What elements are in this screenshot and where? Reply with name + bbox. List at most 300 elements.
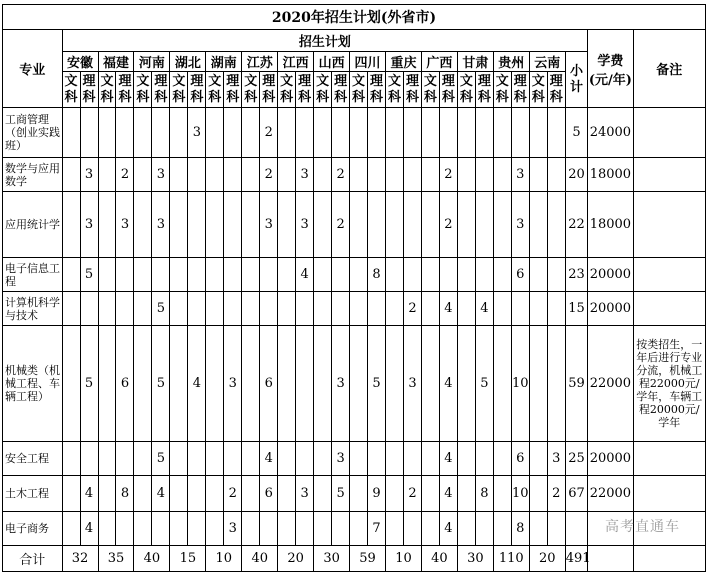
- plan-cell: [332, 258, 350, 292]
- plan-cell: [260, 512, 278, 546]
- plan-cell: [224, 442, 242, 476]
- plan-cell: [170, 108, 188, 158]
- table-row: [3, 442, 706, 476]
- plan-cell: [403, 442, 421, 476]
- plan-cell: [493, 292, 511, 326]
- province-total: 35: [98, 546, 134, 572]
- wen-ke-header: 文科: [386, 72, 404, 108]
- plan-cell: [278, 326, 296, 442]
- plan-cell: [206, 442, 224, 476]
- plan-cell: [242, 258, 260, 292]
- plan-cell: 8: [511, 512, 529, 546]
- plan-cell: 3: [224, 512, 242, 546]
- province-header: 河南: [134, 52, 170, 72]
- plan-cell: [278, 476, 296, 512]
- plan-cell: [529, 326, 547, 442]
- table-row: [3, 158, 706, 192]
- plan-cell: [98, 442, 116, 476]
- province-header: 安徽: [62, 52, 98, 72]
- plan-cell: [116, 108, 134, 158]
- subtotal-cell: 59: [565, 326, 588, 442]
- tuition-cell: 22000: [588, 476, 633, 512]
- plan-cell: 4: [260, 442, 278, 476]
- plan-cell: [457, 108, 475, 158]
- table-row: [3, 326, 706, 442]
- plan-cell: [314, 108, 332, 158]
- plan-cell: [62, 192, 80, 258]
- plan-cell: [170, 442, 188, 476]
- plan-cell: 2: [403, 292, 421, 326]
- plan-cell: [386, 326, 404, 442]
- plan-cell: 6: [260, 326, 278, 442]
- plan-cell: [206, 192, 224, 258]
- li-ke-header: 理科: [332, 72, 350, 108]
- plan-cell: [206, 258, 224, 292]
- plan-cell: [493, 512, 511, 546]
- plan-cell: [278, 512, 296, 546]
- tuition-cell: 20000: [588, 442, 633, 476]
- plan-cell: [188, 512, 206, 546]
- province-total: 15: [170, 546, 206, 572]
- plan-cell: [475, 258, 493, 292]
- province-total: 30: [457, 546, 493, 572]
- plan-cell: [188, 442, 206, 476]
- plan-cell: [134, 442, 152, 476]
- plan-cell: 4: [439, 442, 457, 476]
- plan-cell: [98, 326, 116, 442]
- plan-cell: [62, 292, 80, 326]
- major-name: 应用统计学: [3, 192, 63, 258]
- province-total: 40: [134, 546, 170, 572]
- plan-cell: [116, 292, 134, 326]
- remark-cell: [633, 442, 706, 476]
- major-name: 工商管理（创业实践班）: [3, 108, 63, 158]
- plan-cell: [206, 108, 224, 158]
- plan-cell: 5: [152, 292, 170, 326]
- province-total: 110: [493, 546, 529, 572]
- tuition-cell: 18000: [588, 158, 633, 192]
- plan-cell: [242, 476, 260, 512]
- province-header: 贵州: [493, 52, 529, 72]
- major-name: 机械类（机械工程、车辆工程）: [3, 326, 63, 442]
- tuition-cell: 20000: [588, 292, 633, 326]
- plan-cell: [475, 192, 493, 258]
- plan-cell: [421, 192, 439, 258]
- major-header: 专业: [3, 30, 63, 108]
- plan-cell: [260, 292, 278, 326]
- plan-cell: [403, 512, 421, 546]
- li-ke-header: 理科: [547, 72, 565, 108]
- plan-cell: [350, 326, 368, 442]
- plan-cell: 6: [116, 326, 134, 442]
- plan-cell: [152, 512, 170, 546]
- plan-cell: [314, 442, 332, 476]
- total-empty-tuition: [588, 546, 633, 572]
- wen-ke-header: 文科: [134, 72, 152, 108]
- plan-cell: [152, 258, 170, 292]
- plan-cell: [260, 258, 278, 292]
- plan-cell: [457, 258, 475, 292]
- remark-cell: [633, 108, 706, 158]
- plan-cell: [98, 192, 116, 258]
- plan-cell: [386, 108, 404, 158]
- wen-ke-header: 文科: [170, 72, 188, 108]
- li-ke-header: 理科: [152, 72, 170, 108]
- grand-total: 491: [565, 546, 588, 572]
- plan-cell: 5: [80, 258, 98, 292]
- plan-cell: [80, 292, 98, 326]
- plan-cell: 4: [439, 326, 457, 442]
- plan-cell: [421, 292, 439, 326]
- plan-cell: [188, 292, 206, 326]
- plan-cell: [332, 292, 350, 326]
- plan-cell: 2: [260, 158, 278, 192]
- plan-cell: 2: [403, 476, 421, 512]
- plan-cell: 8: [116, 476, 134, 512]
- plan-cell: [242, 192, 260, 258]
- tuition-cell: 20000: [588, 258, 633, 292]
- remark-cell: 按类招生，一年后进行专业分流，机械工程22000元/学年，车辆工程20000元/学年: [633, 326, 706, 442]
- plan-cell: [547, 158, 565, 192]
- plan-cell: [188, 476, 206, 512]
- plan-cell: [98, 292, 116, 326]
- plan-cell: [314, 258, 332, 292]
- plan-cell: 10: [511, 326, 529, 442]
- plan-cell: [421, 258, 439, 292]
- plan-cell: [421, 326, 439, 442]
- li-ke-header: 理科: [80, 72, 98, 108]
- remark-header: 备注: [633, 30, 706, 108]
- plan-cell: [224, 108, 242, 158]
- plan-cell: [224, 158, 242, 192]
- plan-cell: 4: [80, 512, 98, 546]
- plan-cell: [206, 326, 224, 442]
- plan-cell: [134, 512, 152, 546]
- plan-cell: [296, 292, 314, 326]
- plan-cell: [278, 108, 296, 158]
- province-header: 湖南: [206, 52, 242, 72]
- plan-cell: [170, 326, 188, 442]
- province-header: 湖北: [170, 52, 206, 72]
- li-ke-header: 理科: [188, 72, 206, 108]
- plan-cell: [493, 442, 511, 476]
- plan-cell: [350, 192, 368, 258]
- wen-ke-header: 文科: [421, 72, 439, 108]
- table-row: [3, 192, 706, 258]
- plan-cell: [547, 108, 565, 158]
- plan-cell: [62, 258, 80, 292]
- plan-cell: 3: [224, 326, 242, 442]
- plan-cell: [350, 258, 368, 292]
- plan-cell: [314, 512, 332, 546]
- li-ke-header: 理科: [511, 72, 529, 108]
- plan-cell: [457, 192, 475, 258]
- plan-cell: [386, 476, 404, 512]
- plan-cell: [457, 292, 475, 326]
- province-total: 32: [62, 546, 98, 572]
- subtotal-cell: 20: [565, 158, 588, 192]
- total-label: 合计: [3, 546, 63, 572]
- plan-cell: 5: [80, 326, 98, 442]
- plan-cell: [332, 512, 350, 546]
- major-name: 数学与应用数学: [3, 158, 63, 192]
- plan-cell: [80, 442, 98, 476]
- plan-cell: [278, 292, 296, 326]
- province-total: 20: [529, 546, 565, 572]
- plan-cell: [547, 292, 565, 326]
- plan-cell: 5: [368, 326, 386, 442]
- li-ke-header: 理科: [224, 72, 242, 108]
- plan-cell: 4: [439, 292, 457, 326]
- plan-cell: [224, 292, 242, 326]
- plan-cell: [62, 476, 80, 512]
- wen-ke-header: 文科: [529, 72, 547, 108]
- plan-cell: 3: [296, 192, 314, 258]
- plan-cell: [421, 442, 439, 476]
- remark-cell: [633, 292, 706, 326]
- plan-cell: [296, 442, 314, 476]
- remark-cell: [633, 258, 706, 292]
- plan-cell: [170, 258, 188, 292]
- plan-cell: [296, 512, 314, 546]
- plan-cell: 2: [332, 158, 350, 192]
- province-header: 重庆: [386, 52, 422, 72]
- plan-header: 招生计划: [62, 30, 588, 52]
- plan-cell: [350, 108, 368, 158]
- plan-cell: 3: [152, 192, 170, 258]
- wen-ke-header: 文科: [278, 72, 296, 108]
- province-header: 江西: [278, 52, 314, 72]
- plan-cell: [529, 192, 547, 258]
- plan-cell: [457, 158, 475, 192]
- plan-cell: [242, 326, 260, 442]
- plan-cell: [350, 442, 368, 476]
- remark-cell: [633, 158, 706, 192]
- plan-cell: 3: [332, 326, 350, 442]
- plan-cell: [493, 108, 511, 158]
- plan-cell: 8: [368, 258, 386, 292]
- plan-cell: [314, 292, 332, 326]
- plan-cell: [529, 158, 547, 192]
- plan-cell: [421, 158, 439, 192]
- plan-cell: 6: [511, 258, 529, 292]
- plan-cell: 3: [511, 192, 529, 258]
- enrollment-plan-table: [2, 4, 706, 572]
- plan-cell: [242, 158, 260, 192]
- plan-cell: [386, 292, 404, 326]
- plan-cell: 6: [511, 442, 529, 476]
- table-row: [3, 476, 706, 512]
- plan-cell: [242, 512, 260, 546]
- plan-cell: 4: [152, 476, 170, 512]
- plan-cell: [350, 512, 368, 546]
- plan-cell: [170, 476, 188, 512]
- plan-cell: [457, 442, 475, 476]
- plan-cell: [296, 326, 314, 442]
- total-row: [3, 546, 706, 572]
- province-total: 40: [421, 546, 457, 572]
- plan-cell: 3: [332, 442, 350, 476]
- plan-cell: 2: [260, 108, 278, 158]
- plan-cell: [314, 476, 332, 512]
- plan-cell: [314, 192, 332, 258]
- plan-cell: [421, 512, 439, 546]
- li-ke-header: 理科: [296, 72, 314, 108]
- plan-cell: [296, 108, 314, 158]
- plan-cell: [134, 326, 152, 442]
- plan-cell: [242, 442, 260, 476]
- plan-cell: 9: [368, 476, 386, 512]
- plan-cell: [206, 158, 224, 192]
- province-header: 江苏: [242, 52, 278, 72]
- plan-cell: [493, 192, 511, 258]
- li-ke-header: 理科: [403, 72, 421, 108]
- plan-cell: [350, 292, 368, 326]
- plan-cell: [278, 258, 296, 292]
- table-row: [3, 258, 706, 292]
- plan-cell: [511, 292, 529, 326]
- subtotal-cell: 67: [565, 476, 588, 512]
- province-header: 山西: [314, 52, 350, 72]
- plan-cell: 2: [439, 158, 457, 192]
- subtotal-cell: [565, 512, 588, 546]
- plan-cell: 5: [152, 442, 170, 476]
- plan-cell: [493, 158, 511, 192]
- province-header: 甘肃: [457, 52, 493, 72]
- major-name: 安全工程: [3, 442, 63, 476]
- li-ke-header: 理科: [475, 72, 493, 108]
- plan-cell: [421, 476, 439, 512]
- plan-cell: 8: [475, 476, 493, 512]
- plan-cell: [529, 108, 547, 158]
- plan-cell: 2: [547, 476, 565, 512]
- subtotal-cell: 22: [565, 192, 588, 258]
- plan-cell: [403, 108, 421, 158]
- plan-cell: [403, 192, 421, 258]
- subtotal-cell: 15: [565, 292, 588, 326]
- plan-cell: [152, 108, 170, 158]
- wen-ke-header: 文科: [350, 72, 368, 108]
- plan-cell: [188, 258, 206, 292]
- wen-ke-header: 文科: [98, 72, 116, 108]
- plan-cell: [170, 158, 188, 192]
- plan-cell: 6: [260, 476, 278, 512]
- total-empty-remark: [633, 546, 706, 572]
- plan-cell: [98, 512, 116, 546]
- plan-cell: 5: [332, 476, 350, 512]
- table-row: [3, 512, 706, 546]
- remark-cell: [633, 476, 706, 512]
- plan-cell: [421, 108, 439, 158]
- plan-cell: 3: [296, 158, 314, 192]
- plan-cell: [278, 158, 296, 192]
- plan-cell: [188, 192, 206, 258]
- plan-cell: [242, 292, 260, 326]
- plan-cell: [403, 158, 421, 192]
- plan-cell: [368, 158, 386, 192]
- plan-cell: 2: [332, 192, 350, 258]
- plan-cell: [350, 158, 368, 192]
- plan-cell: [62, 108, 80, 158]
- plan-cell: 5: [475, 326, 493, 442]
- plan-cell: [206, 292, 224, 326]
- plan-cell: [278, 192, 296, 258]
- plan-cell: [386, 158, 404, 192]
- subtotal-header: 小计: [565, 52, 588, 108]
- plan-cell: [386, 192, 404, 258]
- wen-ke-header: 文科: [314, 72, 332, 108]
- table-row: [3, 292, 706, 326]
- plan-cell: [475, 512, 493, 546]
- plan-cell: [439, 108, 457, 158]
- wen-ke-header: 文科: [457, 72, 475, 108]
- major-name: 电子信息工程: [3, 258, 63, 292]
- plan-cell: [368, 442, 386, 476]
- plan-cell: [98, 158, 116, 192]
- plan-cell: [62, 442, 80, 476]
- plan-cell: 3: [547, 442, 565, 476]
- plan-cell: [98, 476, 116, 512]
- plan-cell: [475, 442, 493, 476]
- plan-cell: [368, 192, 386, 258]
- plan-cell: [386, 512, 404, 546]
- plan-cell: 3: [511, 158, 529, 192]
- province-total: 40: [242, 546, 278, 572]
- major-name: 土木工程: [3, 476, 63, 512]
- wen-ke-header: 文科: [206, 72, 224, 108]
- plan-cell: [278, 442, 296, 476]
- wen-ke-header: 文科: [62, 72, 80, 108]
- plan-cell: [170, 292, 188, 326]
- province-total: 59: [350, 546, 386, 572]
- plan-cell: 2: [224, 476, 242, 512]
- plan-cell: [98, 108, 116, 158]
- plan-cell: 4: [439, 512, 457, 546]
- plan-cell: [511, 108, 529, 158]
- plan-cell: [403, 258, 421, 292]
- plan-cell: [529, 442, 547, 476]
- plan-cell: [116, 442, 134, 476]
- plan-cell: 4: [188, 326, 206, 442]
- plan-cell: 7: [368, 512, 386, 546]
- tuition-cell: 18000: [588, 192, 633, 258]
- plan-cell: [98, 258, 116, 292]
- plan-cell: 3: [403, 326, 421, 442]
- plan-cell: 3: [80, 192, 98, 258]
- plan-cell: 3: [296, 476, 314, 512]
- tuition-cell: 24000: [588, 108, 633, 158]
- province-header: 云南: [529, 52, 565, 72]
- plan-cell: [529, 258, 547, 292]
- plan-cell: [493, 258, 511, 292]
- plan-cell: [134, 192, 152, 258]
- plan-cell: 3: [260, 192, 278, 258]
- plan-cell: [314, 158, 332, 192]
- plan-cell: [547, 326, 565, 442]
- plan-cell: [350, 476, 368, 512]
- wen-ke-header: 文科: [493, 72, 511, 108]
- plan-cell: [457, 476, 475, 512]
- subtotal-cell: 5: [565, 108, 588, 158]
- tuition-header: 学费(元/年): [588, 30, 633, 108]
- plan-cell: [314, 326, 332, 442]
- plan-cell: [116, 258, 134, 292]
- plan-cell: [116, 512, 134, 546]
- plan-cell: [547, 512, 565, 546]
- plan-cell: [206, 512, 224, 546]
- plan-cell: 4: [439, 476, 457, 512]
- plan-cell: 3: [152, 158, 170, 192]
